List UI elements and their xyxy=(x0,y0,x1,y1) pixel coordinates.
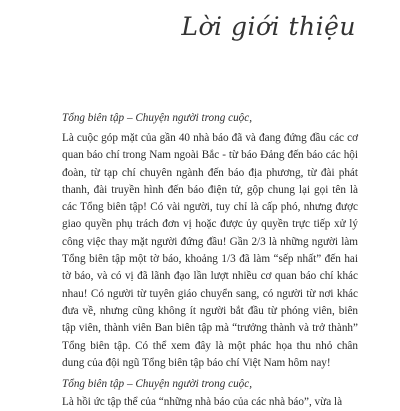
section-body-1: Là cuộc góp mặt của gần 40 nhà báo đã và đang đứng đầu các cơ quan báo chí trong Nam ngoài Bắc - từ báo Đảng đến báo các hội đoàn, từ tạp chí chuyên ngành đến báo địa phương, từ đài phát thanh, đài truyền hình đến báo điện tử, gộp chung lại gọi tên là các Tổng biên tập! Có vài người, tuy chỉ là cấp phó, nhưng được giao quyền phụ trách đơn vị hoặc được ủy quyền trực tiếp xử lý công việc thay mặt người đứng đầu! Gần 2/3 là những người làm Tổng biên tập một tờ báo, khoảng 1/3 đã làm “sếp nhất” đến hai tờ báo, và có vị đã lãnh đạo lần lượt nhiều cơ quan báo chí khác nhau! Có người từ tuyên giáo chuyển sang, có người từ nơi khác đưa về, nhưng cũng không ít người bắt đầu từ phóng viên, biên tập viên, thành viên Ban biên tập mà “trưởng thành và trở thành” Tổng biên tập. Có thể xem đây là một phác họa thu nhỏ chân dung của đội ngũ Tổng biên tập báo chí Việt Nam hôm nay! xyxy=(62,132,358,369)
section-heading-1: Tổng biên tập – Chuyện người trong cuộc, xyxy=(62,112,253,124)
section-heading-2: Tổng biên tập – Chuyện người trong cuộc, xyxy=(62,378,253,390)
section-body-2: Là hồi ức tập thể của “những nhà báo của các nhà báo”, vừa là xyxy=(62,396,343,408)
page-title: Lời giới thiệu xyxy=(181,12,356,41)
